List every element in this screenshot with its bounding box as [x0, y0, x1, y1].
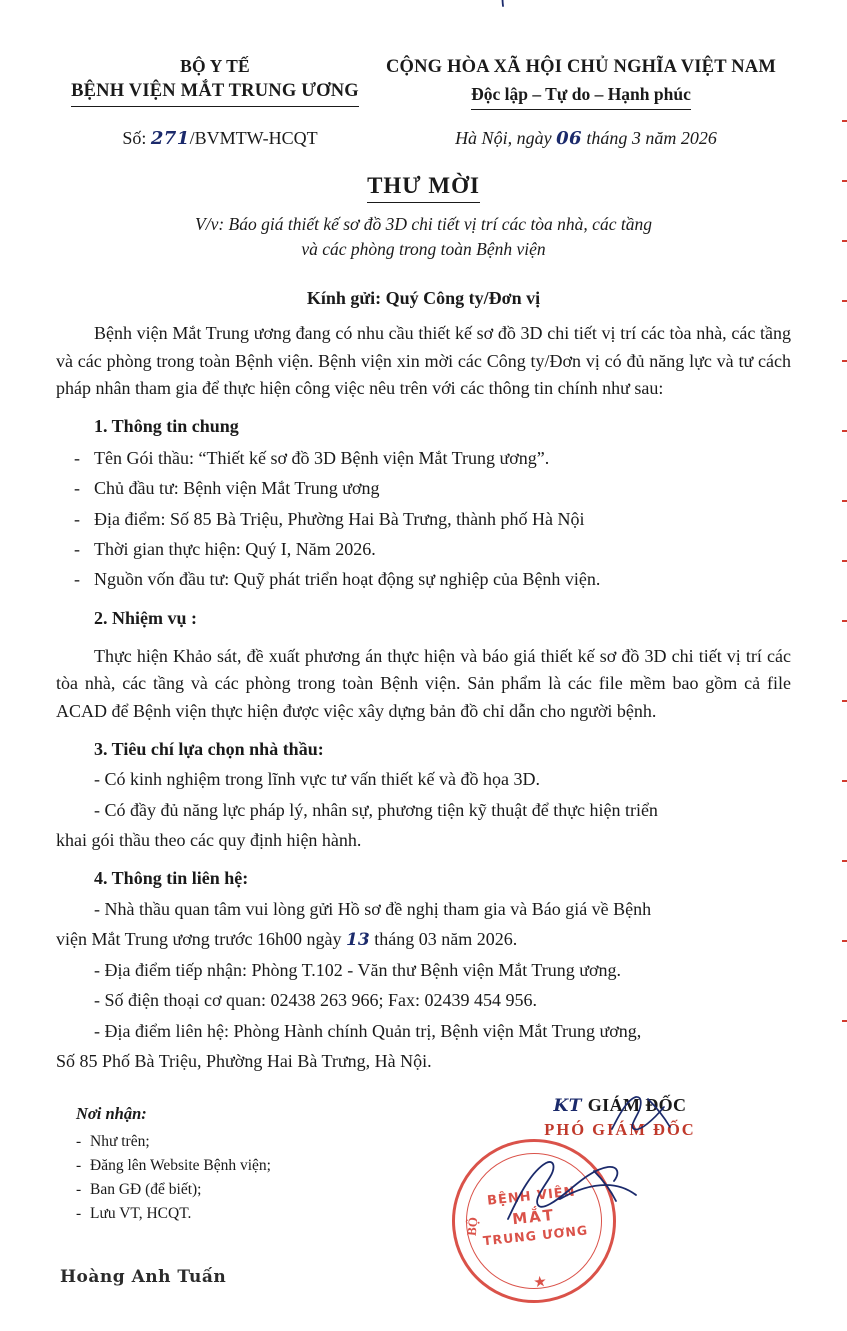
signatory-subtitle: PHÓ GIÁM ĐỐC: [544, 1120, 696, 1140]
kt-handwritten-mark: KT: [553, 1096, 582, 1117]
recipients-title: Nơi nhận:: [76, 1104, 147, 1124]
intro-paragraph: Bệnh viện Mắt Trung ương đang có nhu cầu thiết kế sơ đồ 3D chi tiết vị trí các tòa nhà, các tầng và các phòng trong toàn Bệnh viện. Bệnh viện xin mời các Công ty/Đơn vị có đủ năng lực và tư cách pháp nhân tham gia để thực hiện công việc nêu trên với các thông tin chính như sau:: [56, 323, 791, 399]
list-item: - Thời gian thực hiện: Quý I, Năm 2026.: [56, 536, 791, 563]
initial-signature-mark: [487, 0, 527, 16]
document-header: [0, 0, 847, 110]
signatory-name: Hoàng Anh Tuấn: [60, 1267, 227, 1288]
deadline-text-after: tháng 03 năm 2026.: [374, 929, 518, 950]
section-1-heading: 1. Thông tin chung: [94, 416, 239, 437]
section-4-item-1-line-1: - Nhà thầu quan tâm vui lòng gửi Hồ sơ đề nghị tham gia và Báo giá về Bệnh: [94, 898, 652, 919]
list-item: - Lưu VT, HCQT.: [76, 1202, 271, 1226]
section-4-item-4-line-2: [56, 1048, 791, 1075]
hospital-name: BỆNH VIỆN MẮT TRUNG ƯƠNG: [55, 79, 375, 107]
page-title: THƯ MỜI: [0, 173, 847, 203]
document-number-suffix: /BVMTW-HCQT: [189, 127, 318, 148]
recipients-block: [76, 1101, 271, 1226]
section-4-item-4-line-1: - Địa điểm liên hệ: Phòng Hành chính Quản trị, Bệnh viện Mắt Trung ương,: [94, 1020, 642, 1041]
issuing-authority-block: [55, 55, 375, 107]
seal-side-text: BỘ: [463, 1216, 481, 1237]
signatory-title-text: GIÁM ĐỐC: [587, 1095, 687, 1116]
section-4-item-3: - Số điện thoại cơ quan: 02438 263 966; Fax: 02439 454 956.: [94, 990, 537, 1011]
title-block: [0, 173, 847, 263]
section-2-paragraph: Thực hiện Khảo sát, đề xuất phương án thực hiện và báo giá thiết kế sơ đồ 3D chi tiết vị trí các tòa nhà, các tầng và các phòng trong toàn Bệnh viện. Sản phẩm là các file mềm bao gồm cả file ACAD để Bệnh viện thực hiện được việc xây dựng bản đồ chỉ dẫn cho người bệnh.: [56, 645, 791, 721]
document-subject: [0, 212, 847, 263]
section-4-item-1-line-2: [56, 926, 791, 954]
official-seal: [444, 1131, 624, 1311]
signature-flourish: [608, 1089, 678, 1142]
seal-line-1: BỆNH VIỆN: [486, 1184, 577, 1210]
document-number-handwritten: 271: [150, 127, 190, 149]
address-line-text: Số 85 Phố Bà Triệu, Phường Hai Bà Trưng, Hà Nội.: [56, 1051, 432, 1072]
country-name: CỘNG HÒA XÃ HỘI CHỦ NGHĨA VIỆT NAM: [385, 57, 777, 77]
document-body: [0, 320, 847, 1075]
section-1-list: [56, 445, 791, 594]
date-day-handwritten: 06: [556, 127, 582, 149]
document-number-label: Số:: [122, 127, 147, 148]
section-3-item-2-line-2: khai gói thầu theo các quy định hiện hành.: [56, 830, 362, 851]
document-meta-row: [0, 110, 847, 149]
list-item: - Đăng lên Website Bệnh viện;: [76, 1154, 271, 1178]
section-3-heading: 3. Tiêu chí lựa chọn nhà thầu:: [94, 739, 324, 760]
section-3-item-2-line-1: - Có đầy đủ năng lực pháp lý, nhân sự, phương tiện kỹ thuật để thực hiện triển: [94, 799, 658, 820]
national-motto: Độc lập – Tự do – Hạnh phúc: [375, 83, 787, 110]
list-item: - Chủ đầu tư: Bệnh viện Mắt Trung ương: [56, 475, 791, 502]
section-4-item-2: - Địa điểm tiếp nhận: Phòng T.102 - Văn thư Bệnh viện Mắt Trung ương.: [94, 960, 622, 980]
deadline-day-handwritten: 13: [346, 930, 370, 951]
document-subject-line-2: và các phòng trong toàn Bệnh viện: [301, 238, 546, 259]
ministry-name: BỘ Y TẾ: [180, 56, 250, 76]
seal-line-3: TRUNG ƯƠNG: [482, 1222, 589, 1249]
document-subject-line-1: V/v: Báo giá thiết kế sơ đồ 3D chi tiết vị trí các tòa nhà, các tầng: [195, 213, 652, 234]
recipient-line: Kính gửi: Quý Công ty/Đơn vị: [306, 288, 541, 309]
section-3-item-1: - Có kinh nghiệm trong lĩnh vực tư vấn thiết kế và đồ họa 3D.: [94, 769, 540, 790]
section-2-heading: 2. Nhiệm vụ :: [94, 607, 197, 628]
date-month-year: tháng 3 năm 2026: [586, 127, 717, 148]
national-heading-block: [375, 55, 787, 110]
list-item: - Địa điểm: Số 85 Bà Triệu, Phường Hai Bà Trưng, thành phố Hà Nội: [56, 506, 791, 533]
seal-star-icon: ★: [532, 1274, 548, 1292]
document-footer: [0, 1095, 847, 1331]
list-item: - Như trên;: [76, 1130, 271, 1154]
list-item: - Ban GĐ (để biết);: [76, 1178, 271, 1202]
document-date: [385, 128, 787, 149]
date-prefix: Hà Nội, ngày: [455, 127, 552, 148]
seal-line-2: MẮT: [511, 1206, 556, 1229]
recipients-list: [76, 1130, 271, 1226]
list-item: - Nguồn vốn đầu tư: Quỹ phát triển hoạt động sự nghiệp của Bệnh viện.: [56, 566, 791, 593]
section-4-heading: 4. Thông tin liên hệ:: [94, 868, 249, 889]
document-number: [55, 128, 385, 149]
deadline-text-before: viện Mắt Trung ương trước 16h00 ngày: [56, 929, 342, 950]
list-item: - Tên Gói thầu: “Thiết kế sơ đồ 3D Bệnh viện Mắt Trung ương”.: [56, 445, 791, 472]
